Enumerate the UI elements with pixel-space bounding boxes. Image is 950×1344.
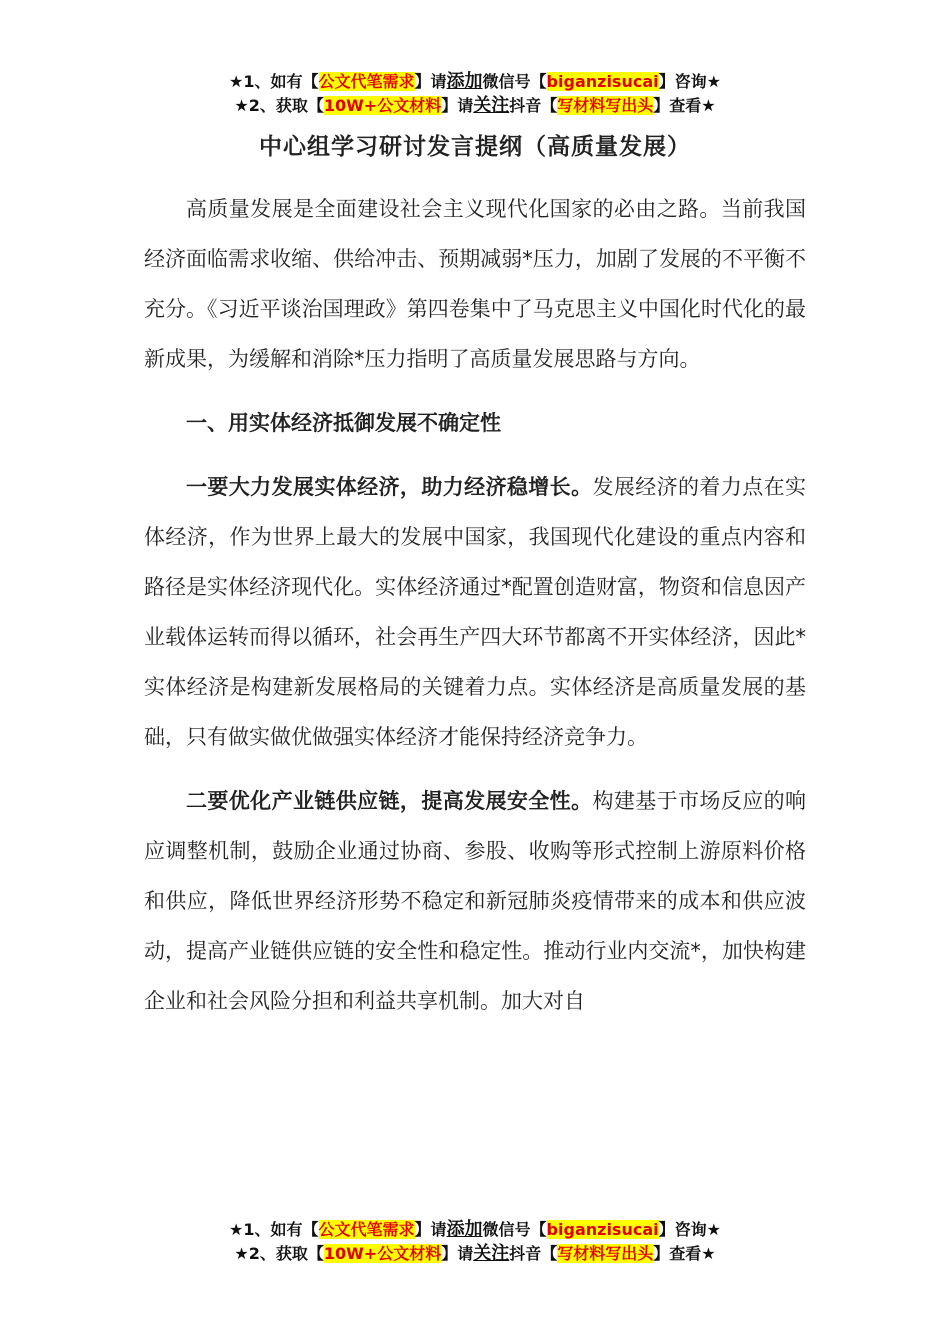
banner-text: 】请 (414, 72, 447, 91)
document-body (144, 184, 806, 1026)
highlight-materials: 10W+公文材料 (323, 1244, 442, 1263)
paragraph-2-body: 构建基于市场反应的响应调整机制，鼓励企业通过协商、参股、收购等形式控制上游原料价格和供应，降低世界经济形势不稳定和新冠肺炎疫情带来的成本和供应波动，提高产业链供应链的安全性和稳定性。推动行业内交流*，加快构建企业和社会风险分担和利益共享机制。加大对自 (144, 789, 807, 1013)
banner-text: 微信号【 (482, 1220, 547, 1239)
underlined-add: 添加 (446, 1219, 483, 1240)
banner-text: 】查看 (653, 1244, 702, 1263)
banner-text: 2、获取【 (248, 1244, 324, 1263)
banner-text: 】请 (441, 96, 474, 115)
star-icon: ★ (701, 1244, 716, 1263)
banner-text: 微信号【 (482, 72, 547, 91)
banner-text: 】咨询 (658, 1220, 707, 1239)
star-icon: ★ (706, 72, 721, 91)
highlight-douyin-account: 写材料写出头 (557, 96, 654, 115)
star-icon: ★ (229, 1220, 244, 1239)
document-title: 中心组学习研讨发言提纲（高质量发展） (259, 134, 691, 160)
highlight-douyin-account: 写材料写出头 (557, 1244, 654, 1263)
banner-text: 】请 (414, 1220, 447, 1239)
star-icon: ★ (701, 96, 716, 115)
highlight-wechat-id: biganzisucai (546, 72, 659, 91)
paragraph-2-lead: 二要优化产业链供应链，提高发展安全性。 (186, 789, 593, 813)
section-heading-1: 一、用实体经济抵御发展不确定性 (186, 411, 501, 435)
highlight-materials: 10W+公文材料 (323, 96, 442, 115)
banner-text: 1、如有【 (243, 72, 319, 91)
paragraph-2 (144, 776, 806, 1026)
header-banner-line-2 (0, 94, 950, 118)
banner-text: 】查看 (653, 96, 702, 115)
footer-banner-line-2 (0, 1242, 950, 1266)
star-icon: ★ (706, 1220, 721, 1239)
header-banner (0, 70, 950, 118)
banner-text: 抖音【 (509, 1244, 558, 1263)
banner-text: 1、如有【 (243, 1220, 319, 1239)
underlined-add: 添加 (446, 71, 483, 92)
banner-text: 】请 (441, 1244, 474, 1263)
banner-text: 抖音【 (509, 96, 558, 115)
paragraph-1-body: 发展经济的着力点在实体经济，作为世界上最大的发展中国家，我国现代化建设的重点内容和路径是实体经济现代化。实体经济通过*配置创造财富，物资和信息因产业载体运转而得以循环，社会再生产四大环节都离不开实体经济，因此*实体经济是构建新发展格局的关键着力点。实体经济是高质量发展的基础，只有做实做优做强实体经济才能保持经济竞争力。 (144, 475, 807, 749)
highlight-wechat-id: biganzisucai (546, 1220, 659, 1239)
highlight-service: 公文代笔需求 (318, 1220, 415, 1239)
intro-paragraph: 高质量发展是全面建设社会主义现代化国家的必由之路。当前我国经济面临需求收缩、供给冲击、预期减弱*压力，加剧了发展的不平衡不充分。《习近平谈治国理政》第四卷集中了马克思主义中国化时代化的最新成果，为缓解和消除*压力指明了高质量发展思路与方向。 (144, 197, 806, 371)
header-banner-line-1 (0, 70, 950, 94)
underlined-follow: 关注 (473, 95, 510, 116)
banner-text: 2、获取【 (248, 96, 324, 115)
star-icon: ★ (234, 96, 249, 115)
highlight-service: 公文代笔需求 (318, 72, 415, 91)
footer-banner (0, 1218, 950, 1266)
paragraph-1 (144, 462, 806, 762)
footer-banner-line-1 (0, 1218, 950, 1242)
paragraph-1-lead: 一要大力发展实体经济，助力经济稳增长。 (186, 475, 593, 499)
star-icon: ★ (234, 1244, 249, 1263)
star-icon: ★ (229, 72, 244, 91)
banner-text: 】咨询 (658, 72, 707, 91)
underlined-follow: 关注 (473, 1243, 510, 1264)
